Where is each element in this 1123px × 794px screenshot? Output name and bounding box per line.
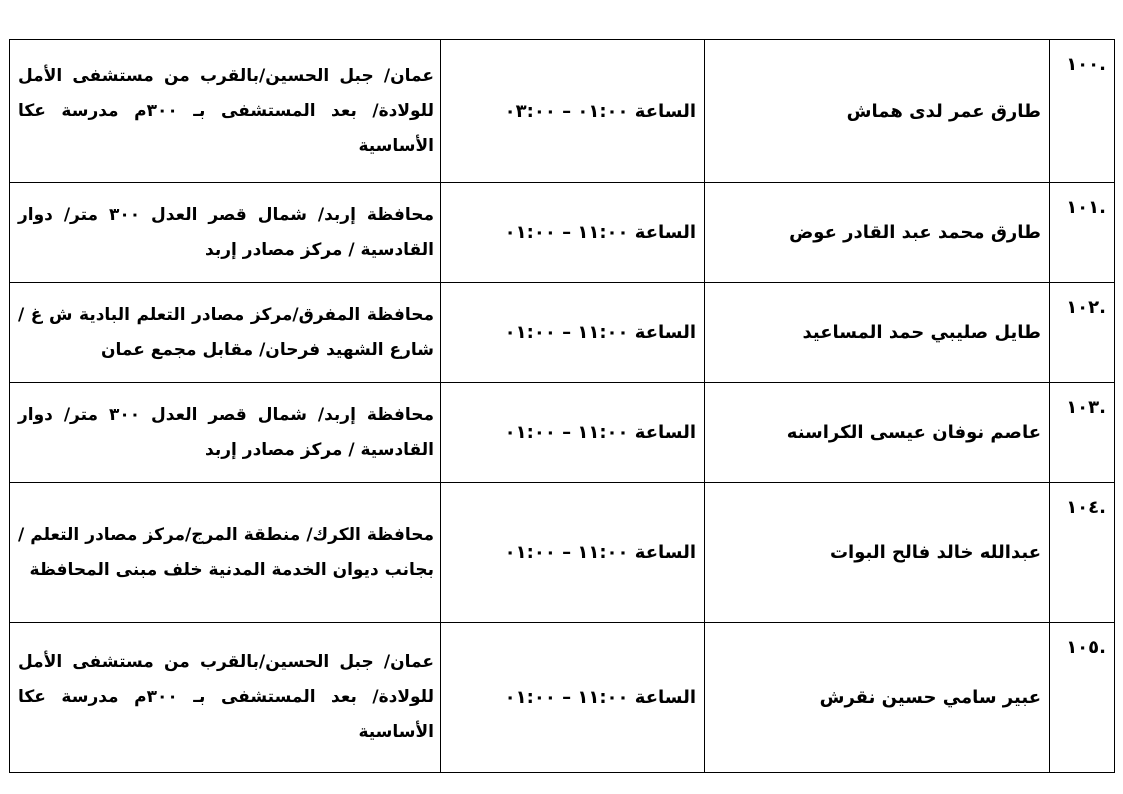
row-number: .١٠٠: [1050, 40, 1115, 183]
time-slot: الساعة ١١:٠٠ – ٠١:٠٠: [441, 283, 705, 383]
table-row: [10, 183, 1115, 283]
table-row: [10, 40, 1115, 183]
address: محافظة المفرق/مركز مصادر التعلم البادية ش غ / شارع الشهيد فرحان/ مقابل مجمع عمان: [10, 283, 441, 383]
person-name: عبير سامي حسين نقرش: [705, 623, 1050, 773]
row-number: .١٠٤: [1050, 483, 1115, 623]
person-name: طارق عمر لدى هماش: [705, 40, 1050, 183]
time-slot: الساعة ١١:٠٠ – ٠١:٠٠: [441, 623, 705, 773]
person-name: طارق محمد عبد القادر عوض: [705, 183, 1050, 283]
table-row: [10, 623, 1115, 773]
row-number: .١٠٥: [1050, 623, 1115, 773]
person-name: عاصم نوفان عيسى الكراسنه: [705, 383, 1050, 483]
roster-table: [9, 39, 1115, 773]
address: عمان/ جبل الحسين/بالقرب من مستشفى الأمل للولادة/ بعد المستشفى بـ ٣٠٠م مدرسة عكا الأساسية: [10, 40, 441, 183]
address: محافظة الكرك/ منطقة المرج/مركز مصادر التعلم / بجانب ديوان الخدمة المدنية خلف مبنى المحافظة: [10, 483, 441, 623]
time-slot: الساعة ١١:٠٠ – ٠١:٠٠: [441, 183, 705, 283]
time-slot: الساعة ٠١:٠٠ – ٠٣:٠٠: [441, 40, 705, 183]
address: محافظة إربد/ شمال قصر العدل ٣٠٠ متر/ دوار القادسية / مركز مصادر إربد: [10, 183, 441, 283]
time-slot: الساعة ١١:٠٠ – ٠١:٠٠: [441, 383, 705, 483]
row-number: .١٠٣: [1050, 383, 1115, 483]
address: عمان/ جبل الحسين/بالقرب من مستشفى الأمل للولادة/ بعد المستشفى بـ ٣٠٠م مدرسة عكا الأساسية: [10, 623, 441, 773]
person-name: طايل صليبي حمد المساعيد: [705, 283, 1050, 383]
table-row: [10, 383, 1115, 483]
row-number: .١٠٢: [1050, 283, 1115, 383]
table-row: [10, 483, 1115, 623]
table-row: [10, 283, 1115, 383]
row-number: .١٠١: [1050, 183, 1115, 283]
address: محافظة إربد/ شمال قصر العدل ٣٠٠ متر/ دوار القادسية / مركز مصادر إربد: [10, 383, 441, 483]
time-slot: الساعة ١١:٠٠ – ٠١:٠٠: [441, 483, 705, 623]
person-name: عبدالله خالد فالح البوات: [705, 483, 1050, 623]
